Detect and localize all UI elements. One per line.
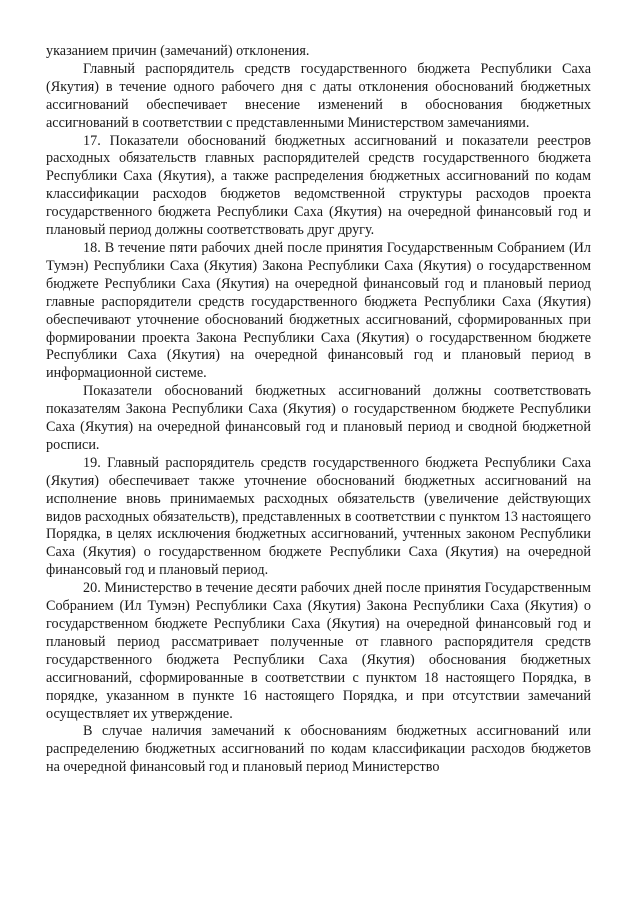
paragraph-item-17: 17. Показатели обоснований бюджетных ассигнований и показатели реестров расходных обязательств главных распорядителей средств государственного бюджета Республики Саха (Якутия), а также распределения бюджетных ассигнований по кодам классификации расходов бюджетов ведомственной структуры расходов проекта государственного бюджета Республики Саха (Якутия) на очередной финансовый год и плановый период должны соответствовать друг другу. bbox=[46, 132, 591, 239]
document-page bbox=[46, 43, 591, 777]
paragraph-revision-deadline: Главный распорядитель средств государственного бюджета Республики Саха (Якутия) в течение одного рабочего дня с даты отклонения обоснований бюджетных ассигнований обеспечивает внесение изменений в обоснования бюджетных ассигнований в соответствии с представленными Министерством замечаниями. bbox=[46, 60, 591, 131]
paragraph-item-19: 19. Главный распорядитель средств государственного бюджета Республики Саха (Якутия) обеспечивает также уточнение обоснований бюджетных ассигнований на исполнение вновь принимаемых расходных обязательств (увеличение действующих видов расходных обязательств), представленных в соответствии с пунктом 13 настоящего Порядка, в целях исключения бюджетных ассигнований, учтенных законом Республики Саха (Якутия) о государственном бюджете Республики Саха (Якутия) на очередной финансовый год и плановый период. bbox=[46, 454, 591, 579]
paragraph-continuation: указанием причин (замечаний) отклонения. bbox=[46, 43, 310, 59]
paragraph-consistency: Показатели обоснований бюджетных ассигнований должны соответствовать показателям Закона Республики Саха (Якутия) о государственном бюджете Республики Саха (Якутия) на очередной финансовый год и плановый период и сводной бюджетной росписи. bbox=[46, 383, 591, 453]
paragraph-item-20: 20. Министерство в течение десяти рабочих дней после принятия Государственным Собранием (Ил Тумэн) Республики Саха (Якутия) Закона Республики Саха (Якутия) о государственном бюджете Республики Саха (Якутия) на очередной финансовый год и плановый период рассматривает полученные от главного распорядителя средств государственного бюджета Республики Саха (Якутия) обоснования бюджетных ассигнований, сформированные в соответствии с пунктом 18 настоящего Порядка, в порядке, указанном в пункте 16 настоящего Порядка, и при отсутствии замечаний осуществляет их утверждение. bbox=[46, 580, 591, 722]
paragraph-item-18: 18. В течение пяти рабочих дней после принятия Государственным Собранием (Ил Тумэн) Республики Саха (Якутия) Закона Республики Саха (Якутия) о государственном бюджете Республики Саха (Якутия) на очередной финансовый год и плановый период главные распорядители средств государственного бюджета Республики Саха (Якутия) обеспечивают уточнение обоснований бюджетных ассигнований, сформированных при формировании проекта Закона Республики Саха (Якутия) о государственном бюджете Республики Саха (Якутия) на очередной финансовый год и плановый период в информационной системе. bbox=[46, 239, 591, 382]
paragraph-remarks: В случае наличия замечаний к обоснованиям бюджетных ассигнований или распределению бюджетных ассигнований по кодам классификации расходов бюджетов на очередной финансовый год и плановый период Министерство bbox=[46, 723, 591, 776]
